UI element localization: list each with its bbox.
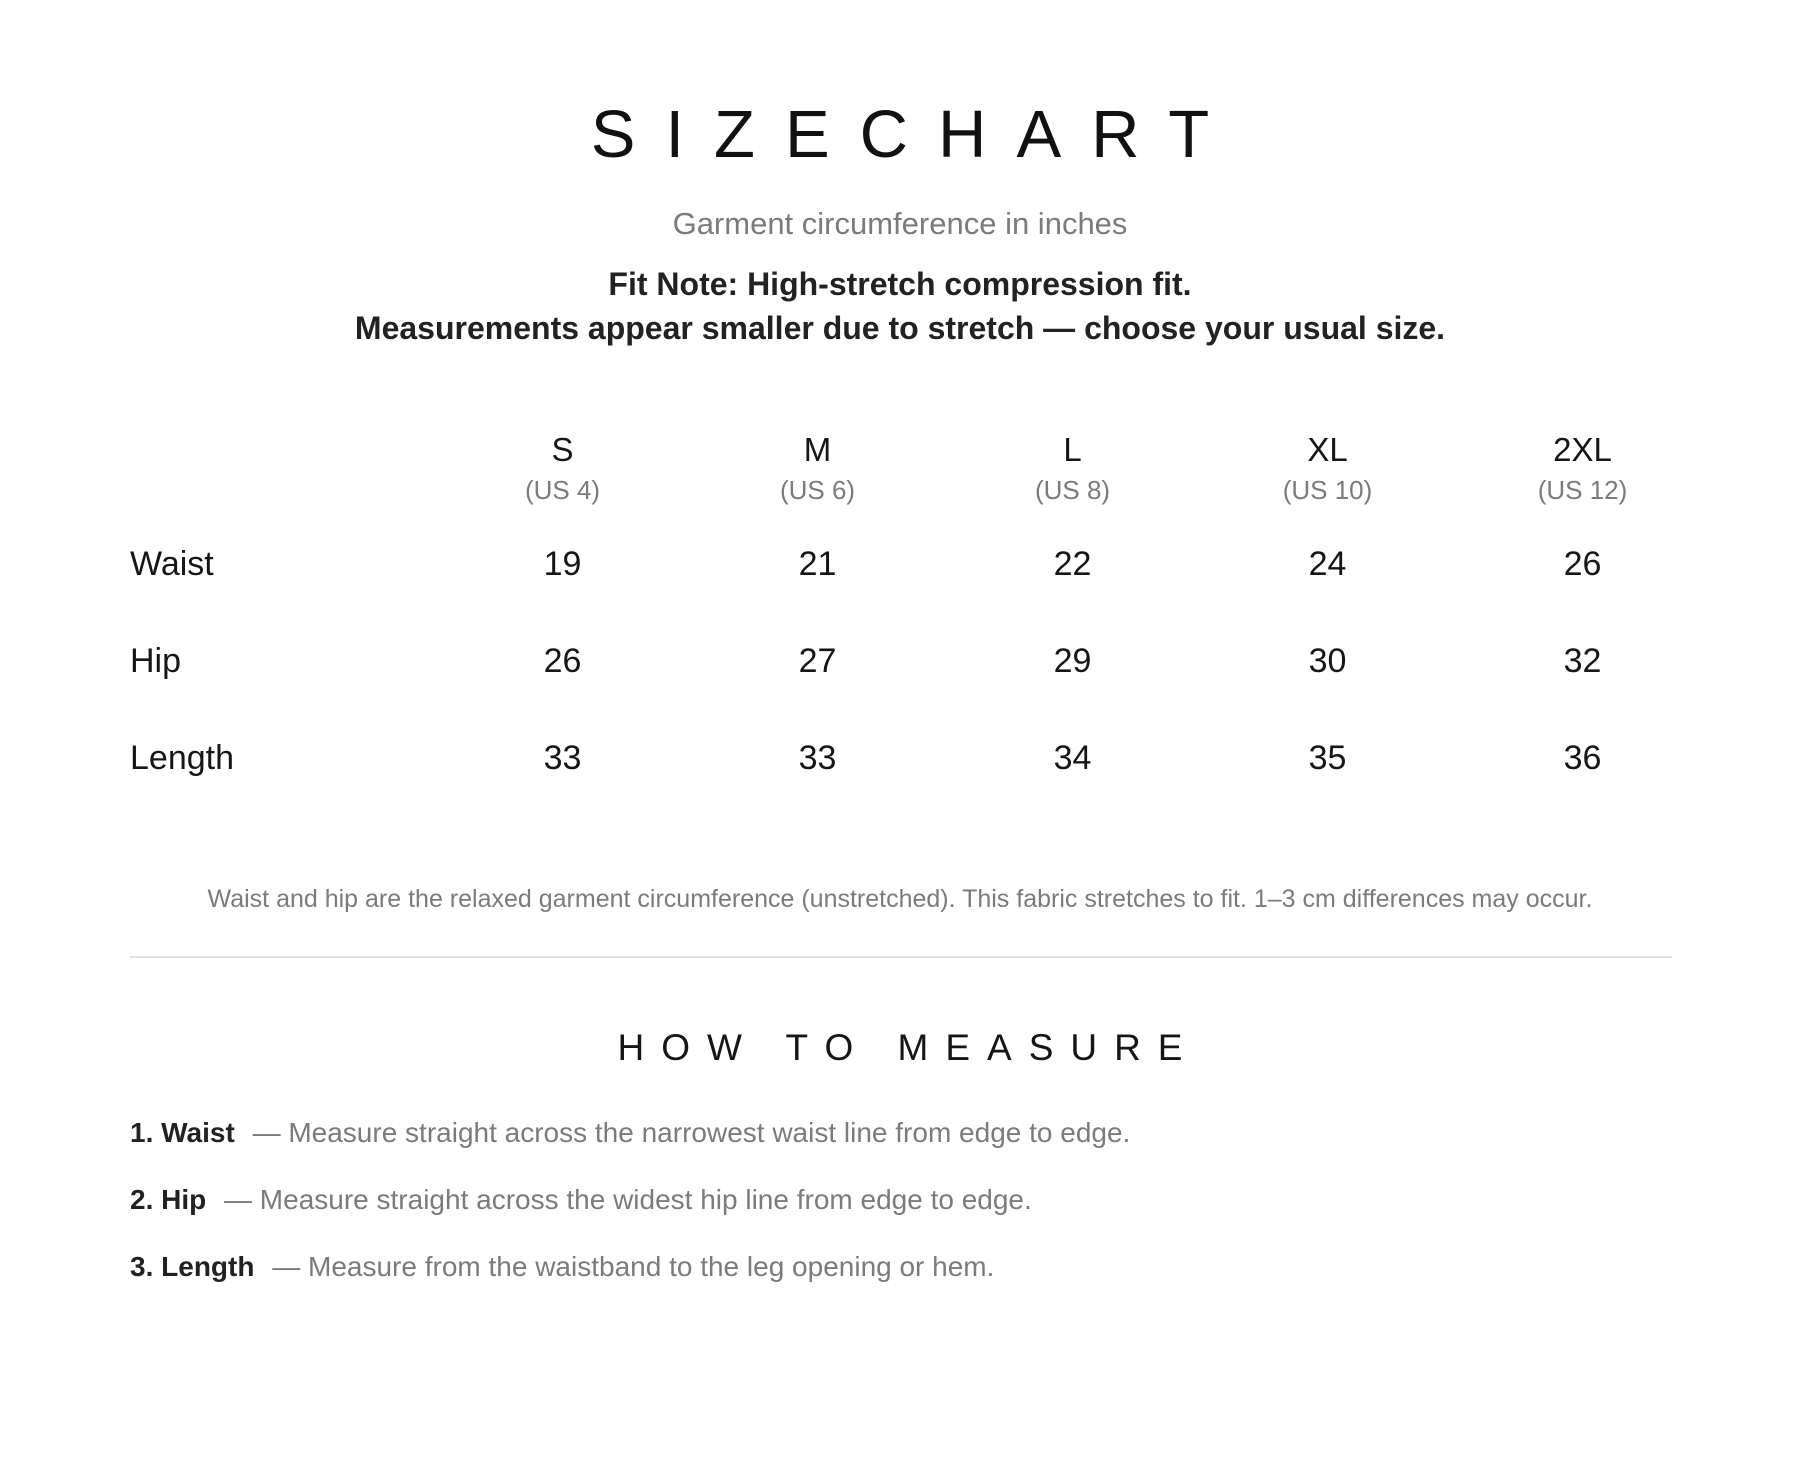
- how-to-measure-title: HOW TO MEASURE: [617, 1027, 1200, 1068]
- step-description: — Measure straight across the widest hip line from edge to edge.: [224, 1184, 1032, 1215]
- measurement-note: Waist and hip are the relaxed garment circumference (unstretched). This fabric stretches to fit. 1–3 cm differences may occur.: [207, 885, 1593, 913]
- row-label: Waist: [130, 545, 214, 583]
- table-cell: 30: [1308, 642, 1347, 680]
- table-cell: 36: [1563, 739, 1602, 777]
- measure-step-hip: [130, 1182, 1670, 1249]
- table-cell: 33: [798, 739, 837, 777]
- size-us-equivalent: (US 12): [1537, 475, 1628, 505]
- step-number: 1.: [130, 1117, 162, 1148]
- table-cell: 19: [543, 545, 582, 583]
- size-us-equivalent: (US 6): [779, 475, 856, 505]
- fit-note-line-1: Fit Note: High-stretch compression fit.: [608, 266, 1192, 302]
- size-table: [130, 430, 1670, 835]
- fit-note-line-2: Measurements appear smaller due to stretch — choose your usual size.: [354, 310, 1446, 346]
- table-cell: 35: [1308, 739, 1347, 777]
- table-row-length: [130, 738, 1670, 835]
- step-name: Hip: [161, 1184, 207, 1215]
- size-name: M: [803, 431, 832, 468]
- header-spacer: [130, 430, 435, 544]
- step-number: 3.: [130, 1251, 162, 1282]
- size-column-header: [1455, 430, 1710, 544]
- table-cell: 26: [543, 642, 582, 680]
- table-cell: 24: [1308, 545, 1347, 583]
- size-name: 2XL: [1553, 431, 1612, 468]
- size-us-equivalent: (US 4): [524, 475, 601, 505]
- table-cell: 26: [1563, 545, 1602, 583]
- size-column-header: [1200, 430, 1455, 544]
- row-label: Hip: [130, 642, 182, 680]
- size-name: L: [1063, 431, 1082, 468]
- size-us-equivalent: (US 8): [1034, 475, 1111, 505]
- fit-note: [0, 262, 1800, 350]
- row-label: Length: [130, 739, 234, 777]
- step-description: — Measure straight across the narrowest waist line from edge to edge.: [252, 1117, 1131, 1148]
- step-description: — Measure from the waistband to the leg opening or hem.: [272, 1251, 995, 1282]
- step-name: Waist: [161, 1117, 235, 1148]
- size-table-body: [130, 544, 1670, 835]
- table-cell: 21: [798, 545, 837, 583]
- table-cell: 33: [543, 739, 582, 777]
- table-cell: 34: [1053, 739, 1092, 777]
- size-header-row: [130, 430, 1670, 544]
- measure-step-waist: [130, 1115, 1670, 1182]
- measure-step-length: [130, 1249, 1670, 1316]
- page-title: SIZECHART: [590, 97, 1240, 172]
- step-number: 2.: [130, 1184, 162, 1215]
- step-name: Length: [161, 1251, 255, 1282]
- section-divider: [130, 956, 1672, 958]
- table-row-hip: [130, 641, 1670, 738]
- page-subtitle: Garment circumference in inches: [672, 206, 1128, 241]
- size-column-header: [435, 430, 690, 544]
- table-cell: 29: [1053, 642, 1092, 680]
- measure-steps-list: [130, 1115, 1670, 1316]
- size-column-header: [690, 430, 945, 544]
- size-name: S: [551, 431, 574, 468]
- table-cell: 22: [1053, 545, 1092, 583]
- size-column-header: [945, 430, 1200, 544]
- size-us-equivalent: (US 10): [1282, 475, 1373, 505]
- table-cell: 27: [798, 642, 837, 680]
- table-cell: 32: [1563, 642, 1602, 680]
- size-name: XL: [1307, 431, 1348, 468]
- table-row-waist: [130, 544, 1670, 641]
